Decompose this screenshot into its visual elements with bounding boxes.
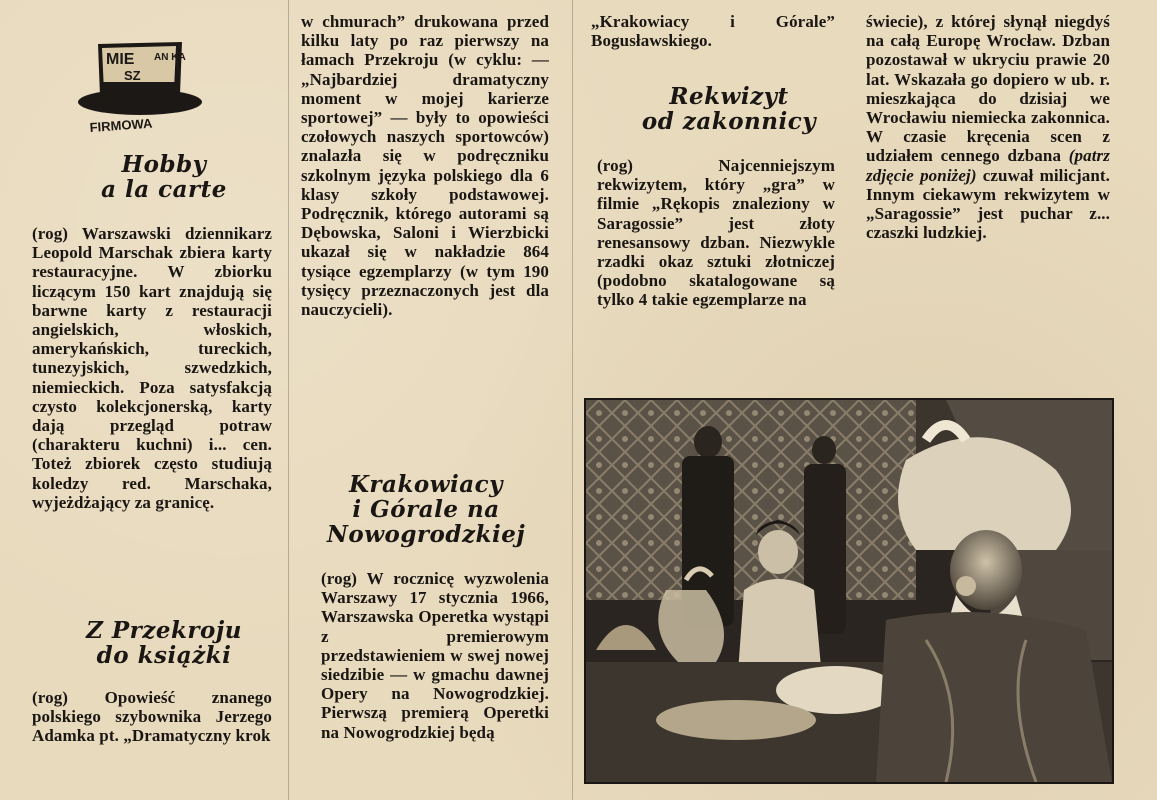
article-krakowiacy-text-part1: (rog) W rocznicę wyzwolenia Warszawy 17 stycznia 1966, Warszawska Operetka wystąpi z premierowym przedstawieniem w swej nowej siedzibie — w gmachu dawnej Opery na Nowogrodzkiej. Pierwszą premierą Operetki na Nowogrodzkiej będą — [321, 569, 549, 742]
headline-krakowiacy-line2: i Górale na — [352, 496, 500, 523]
column-divider-2 — [572, 0, 573, 800]
headline-przekroj-line1: Z Przekroju — [86, 617, 242, 644]
article-przekroj-text-part1: (rog) Opowieść znanego polskiego szybownika Jerzego Adamka pt. „Dramatyczny krok — [32, 688, 272, 746]
headline-przekroj-line2: do książki — [96, 642, 232, 669]
article-przekroj-text-part2: w chmurach” drukowana przed kilku laty po raz pierwszy na łamach Przekroju (w cyklu: — „Najbardziej dramatyczny moment w mojej karierze sportowej” — były to opowieści czołowych naszych sportowców) znalazła się w podręczniku szkolnym języka polskiego dla 6 klasy szkoły podstawowej. Podręcznik, którego autorami są Dębowska, Saloni i Wierzbicki ukazał się w nakładzie 864 tysiące egzemplarzy (w tym 190 tysięcy przeznaczonych jest dla nauczycieli). — [301, 12, 549, 320]
logo-text-top: MIE — [106, 51, 135, 68]
article-przekroj — [4, 618, 284, 746]
column-2 — [293, 0, 559, 742]
article-rekwizyt-text-part2a: świecie), z której słynął niegdyś na całą Europę Wrocław. Dzban pozostawał w ukryciu prawie 20 lat. Wskazała go dopiero w ub. r. mieszkająca do dzisiaj we Wrocławiu niemiecka zakonnica. W czasie kręcenia scen z udziałem cennego dzbana — [866, 12, 1110, 166]
article-rekwizyt-text-part1: (rog) Najcenniejszym rekwizytem, który „gra” w filmie „Rękopis znaleziony w Saragossie” jest złoty renesansowy dzban. Niezwykle rzadki okaz sztuki złotniczej (podobno skatalogowane są tylko 4 takie egzemplarze na — [597, 156, 835, 310]
article-rekwizyt-photo-reference: (patrz zdjęcie poniżej) — [866, 146, 1110, 185]
headline-hobby-line2: a la carte — [101, 176, 227, 203]
film-still-photo — [584, 398, 1114, 784]
article-hobby-text: (rog) Warszawski dziennikarz Leopold Marschak zbiera karty restauracyjne. W zbiorku liczącym 150 kart znajdują się barwne karty z restauracji angielskich, włoskich, amerykańskich, tureckich, tunezyjskich, szwedzkich, niemieckich. Poza satysfakcją czysto kolekcjonerską, karty dają przegląd potraw (charakteru kuchni) i... cen. Toteż zbiorek często studiują koledzy red. Marschaka, wyjeżdżający za granicę. — [32, 224, 272, 512]
article-hobby — [4, 152, 284, 512]
column-divider-1 — [288, 0, 289, 800]
logo-label: FIRMOWA — [89, 115, 153, 135]
column-3 — [583, 0, 845, 310]
headline-krakowiacy-line1: Krakowiacy — [348, 471, 504, 498]
logo-text-side: AN KA — [154, 52, 186, 63]
article-krakowiacy-text-part2: „Krakowiacy i Górale” Bogusławskiego. — [591, 12, 835, 51]
article-rekwizyt — [583, 84, 845, 310]
film-still-image — [586, 400, 1112, 782]
article-rekwizyt-text-part2 — [858, 12, 1120, 242]
top-hat-icon — [76, 32, 216, 142]
article-krakowiacy — [293, 472, 559, 742]
logo-text-mid: SZ — [124, 68, 141, 83]
headline-hobby-line1: Hobby — [121, 151, 207, 178]
mieszanka-firmowa-logo — [76, 32, 216, 142]
column-4 — [858, 0, 1120, 242]
article-rekwizyt-text-part2b: czuwał milicjant. Innym ciekawym rekwizytem w „Saragossie” jest puchar z... czaszki ludzkiej. — [866, 165, 1110, 243]
headline-rekwizyt-line1: Rekwizyt — [669, 83, 789, 110]
headline-rekwizyt-line2: od zakonnicy — [641, 108, 817, 135]
headline-krakowiacy-line3: Nowogrodzkiej — [326, 521, 526, 548]
